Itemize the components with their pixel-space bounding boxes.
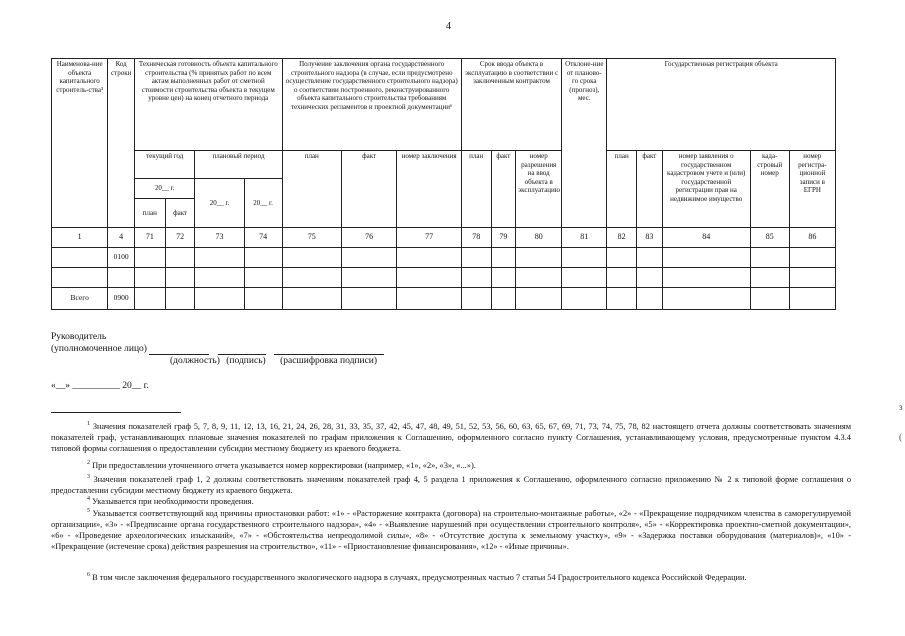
header-commissioning-fact: факт — [491, 151, 516, 228]
header-current-year: текущий год — [134, 151, 194, 179]
signature-subtitle: (уполномоченное лицо) — [51, 344, 147, 354]
footnote-1 — [51, 419, 851, 454]
caption-position: (должность) — [170, 356, 220, 366]
footnote-4 — [51, 494, 851, 507]
column-number: 77 — [397, 228, 462, 248]
footnote-text: При предоставлении уточненного отчета указывается номер корректировки (например, «1», «2», «3», «...»). — [92, 460, 476, 470]
row-code: 0100 — [108, 248, 135, 268]
footnote-2 — [51, 458, 851, 471]
row-name — [52, 268, 108, 288]
footnote-number: 4 — [87, 496, 90, 502]
signature-date: «__» __________ 20__ г. — [51, 381, 149, 391]
edge-mark: ( — [899, 432, 902, 442]
header-registration: Государственная регистрация объекта — [607, 59, 836, 151]
table-row — [52, 268, 836, 288]
column-number: 85 — [750, 228, 789, 248]
column-number: 80 — [516, 228, 562, 248]
header-name: Наименова-ние объекта капитального строитель-ства³ — [52, 59, 108, 228]
column-number: 78 — [461, 228, 491, 248]
header-conclusion: Получение заключения органа государственного строительного надзора (в случае, если предусмотрено осуществление государственного строительного надзора) о соответствии построенного, реконструированного объекта капитального строительства требованиям технических регламентов и проектной документации⁶ — [282, 59, 461, 151]
column-number: 1 — [52, 228, 108, 248]
footnote-text: Указывается при необходимости проведения. — [92, 496, 254, 506]
footnote-number: 1 — [87, 421, 90, 427]
header-registration-plan: план — [607, 151, 637, 228]
footnote-text: Значения показателей граф 1, 2 должны соответствовать значениям показателей граф 4, 5 раздела 1 приложения к Соглашению, оформленного согласно приложению № 2 к типовой форме соглашения о предоставлении субсидии местному бюджету из краевого бюджета. — [51, 474, 852, 495]
header-deviation: Отклоне-ние от планово-го срока (прогноз), мес. — [562, 59, 607, 228]
signature-blank-line — [218, 345, 266, 355]
column-number: 84 — [662, 228, 750, 248]
row-name: Всего — [52, 288, 108, 310]
header-commissioning: Срок ввода объекта в эксплуатацию в соответствии с заключенным контрактом — [461, 59, 561, 151]
column-number: 71 — [134, 228, 165, 248]
column-number: 72 — [165, 228, 195, 248]
header-registration-fact: факт — [637, 151, 663, 228]
page-number: 4 — [446, 21, 451, 32]
header-readiness-fact: факт — [165, 199, 195, 228]
column-number: 4 — [108, 228, 135, 248]
footnote-5 — [51, 506, 851, 552]
signature-captions — [170, 355, 377, 367]
header-cadastral-number: када-стровый номер — [750, 151, 789, 228]
footnote-text: Значения показателей граф 5, 7, 8, 9, 11, 12, 13, 16, 21, 24, 26, 28, 31, 33, 35, 37, 42, 45, 47, 48, 49, 51, 52, 53, 56, 60, 63, 65, 67, 69, 71, 73, 74, 75, 78, 82 настоящего отчета должны соответствовать значениям показателей граф, устанавливающих плановые значения показателей по графам приложения к Соглашению, оформленного согласно пункту Соглашения, устанавливающему условия, предусмотренные пунктом 4.3.4 типовой формы соглашения о предоставлении субсидии местному бюджету из краевого бюджета. — [51, 421, 852, 453]
decoding-line — [274, 345, 384, 355]
footnote-number: 2 — [87, 460, 90, 466]
column-number: 83 — [637, 228, 663, 248]
header-readiness-plan: план — [134, 199, 165, 228]
footnote-separator — [51, 412, 181, 413]
row-name — [52, 248, 108, 268]
header-conclusion-number: номер заключения — [397, 151, 462, 228]
header-year-planned-2: 20__ г. — [244, 179, 282, 228]
footnote-6 — [51, 570, 851, 583]
edge-mark: з — [899, 402, 903, 412]
column-number: 75 — [282, 228, 341, 248]
footnote-3 — [51, 472, 851, 496]
position-line — [149, 345, 209, 355]
header-conclusion-plan: план — [282, 151, 341, 228]
caption-decoding: (расшифровка подписи) — [280, 356, 378, 366]
caption-signature: (подпись) — [226, 356, 266, 366]
header-year-current: 20__ г. — [134, 179, 194, 199]
row-code: 0900 — [108, 288, 135, 310]
signature-title: Руководитель — [51, 332, 107, 342]
header-planned-period: плановый период — [195, 151, 282, 179]
column-number: 81 — [562, 228, 607, 248]
table-row-total — [52, 288, 836, 310]
footnote-number: 3 — [87, 474, 90, 480]
column-number: 86 — [789, 228, 835, 248]
column-number: 73 — [195, 228, 244, 248]
footnote-number: 5 — [87, 508, 90, 514]
header-year-planned-1: 20__ г. — [195, 179, 244, 228]
column-number: 74 — [244, 228, 282, 248]
column-number: 79 — [491, 228, 516, 248]
header-application-number: номер заявления о государственном кадастровом учете и (или) государственной регистрации прав на недвижимое имущество — [662, 151, 750, 228]
report-table — [51, 58, 836, 310]
footnote-text: В том числе заключения федерального государственного экологического надзора в случаях, предусмотренных частью 7 статьи 54 Градостроительного кодекса Российской Федерации. — [92, 572, 747, 582]
header-readiness: Техническая готовность объекта капитального строительства (% принятых работ по всем актам выполненных работ от сметной стоимости строительства объекта в текущем уровне цен) на конец отчетного периода — [134, 59, 282, 151]
footnote-text: Указывается соответствующий код причины приостановки работ: «1» - «Расторжение контракта (договора) на строительно-монтажные работы», «2» - «Прекращение подрядчиком членства в саморегулируемой организации», «3» - «Предписание органа государственного строительного надзора», «4» - «Выявление нарушений при осуществлении строительного контроля», «5» - «Корректировка проектно-сметной документации», «6» - «Проведение археологических изысканий», «7» - «Обстоятельства непреодолимой силы», «8» - «Отсутствие доступа к земельному участку», «9» - «Задержка поставки оборудования (материалов)», «10» - «Прекращение (истечение срока) действия разрешения на строительство», «11» - «Приостановление финансирования», «12» - «Иные причины». — [51, 508, 852, 551]
row-code — [108, 268, 135, 288]
header-permit-number: номер разрешения на ввод объекта в эксплуатацию — [516, 151, 562, 228]
column-number: 82 — [607, 228, 637, 248]
column-number: 76 — [341, 228, 396, 248]
header-conclusion-fact: факт — [341, 151, 396, 228]
signature-line — [51, 343, 384, 355]
header-code: Код строки — [108, 59, 135, 228]
table-row — [52, 248, 836, 268]
footnote-number: 6 — [87, 572, 90, 578]
header-commissioning-plan: план — [461, 151, 491, 228]
header-egrn-number: номер регистра-ционной записи в ЕГРН — [789, 151, 835, 228]
